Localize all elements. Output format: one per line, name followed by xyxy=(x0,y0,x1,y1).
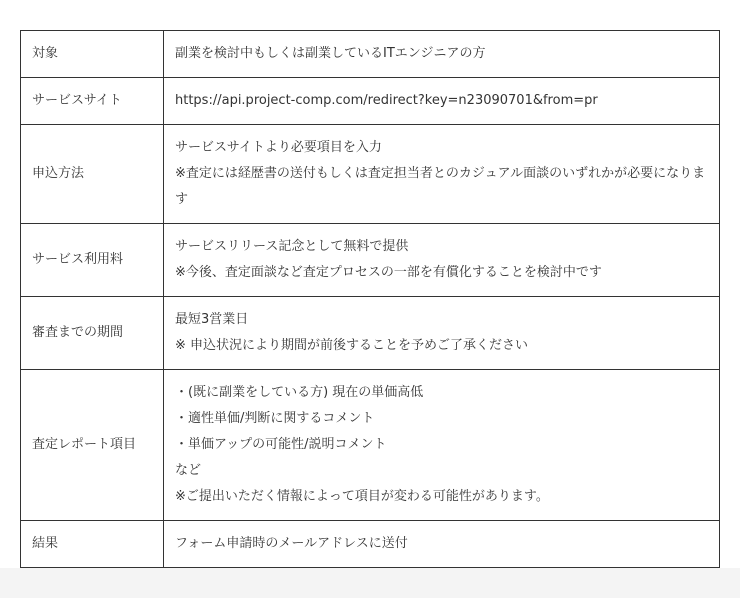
value-note: ※今後、査定面談など査定プロセスの一部を有償化することを検討中です xyxy=(175,265,602,280)
value-note: ※ 申込状況により期間が前後することを予めご了承ください xyxy=(175,338,529,353)
row-label: 審査までの期間 xyxy=(21,297,164,370)
row-label: 申込方法 xyxy=(21,125,164,224)
row-value xyxy=(164,78,720,125)
table-row-service-site xyxy=(21,78,720,125)
table-row-application-method xyxy=(21,125,720,224)
row-label: サービスサイト xyxy=(21,78,164,125)
table-row-fee xyxy=(21,224,720,297)
row-label: 対象 xyxy=(21,31,164,78)
table-row-report-items xyxy=(21,370,720,521)
service-info-table xyxy=(20,30,720,568)
table-row-review-period xyxy=(21,297,720,370)
value-line: 最短3営業日 xyxy=(175,312,249,327)
value-line: 副業を検討中もしくは副業しているITエンジニアの方 xyxy=(175,46,486,61)
value-line: サービスサイトより必要項目を入力 xyxy=(175,140,382,155)
table-row-result xyxy=(21,521,720,568)
row-value xyxy=(164,224,720,297)
value-note: ※ご提出いただく情報によって項目が変わる可能性があります。 xyxy=(175,489,549,504)
row-value xyxy=(164,31,720,78)
row-value xyxy=(164,370,720,521)
row-value xyxy=(164,521,720,568)
value-line: サービスリリース記念として無料で提供 xyxy=(175,239,409,254)
list-item: ・単価アップの可能性/説明コメント xyxy=(175,437,387,452)
value-note: ※査定には経歴書の送付もしくは査定担当者とのカジュアル面談のいずれかが必要になります xyxy=(175,166,706,207)
row-label: 査定レポート項目 xyxy=(21,370,164,521)
table-row-target xyxy=(21,31,720,78)
row-label: サービス利用料 xyxy=(21,224,164,297)
row-label: 結果 xyxy=(21,521,164,568)
list-item: ・適性単価/判断に関するコメント xyxy=(175,411,375,426)
list-item: ・(既に副業をしている方) 現在の単価高低 xyxy=(175,385,424,400)
row-value xyxy=(164,125,720,224)
service-site-link[interactable]: https://api.project-comp.com/redirect?key=n23090701&from=pr xyxy=(175,93,598,108)
value-line: フォーム申請時のメールアドレスに送付 xyxy=(175,536,408,551)
value-line: など xyxy=(175,463,202,478)
row-value xyxy=(164,297,720,370)
